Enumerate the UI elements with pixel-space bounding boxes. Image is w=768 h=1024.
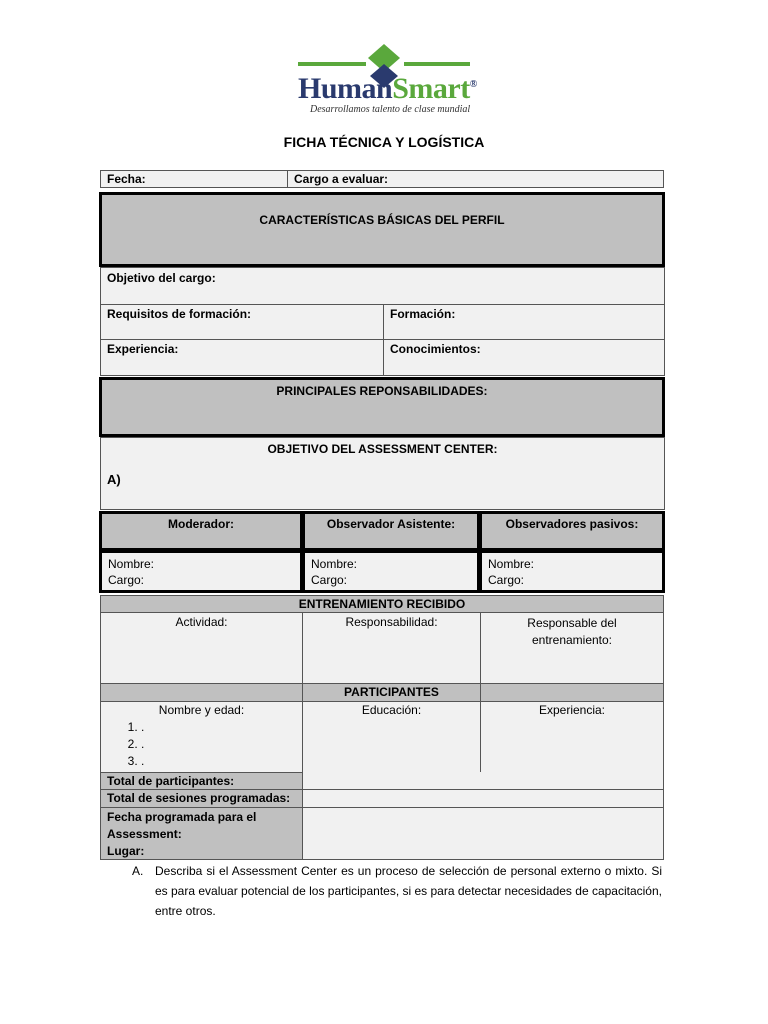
assessment-item-a: A) [107, 472, 121, 487]
formacion-field[interactable] [383, 304, 665, 340]
observador-heading: Observador Asistente: [302, 511, 480, 551]
observadores-pasivos-info[interactable] [479, 550, 665, 593]
assessment-heading: OBJETIVO DEL ASSESSMENT CENTER: [267, 442, 498, 456]
participante-item: 3. . [141, 753, 296, 770]
note-text: Describa si el Assessment Center es un proceso de selección de personal externo o mixto. Si es para evaluar potencial de los participantes, si es para detectar necesidades de capacitación, entre otros. [155, 864, 662, 918]
formacion-label: Formación: [390, 307, 456, 321]
registered-mark: ® [469, 79, 477, 90]
educacion-field[interactable] [302, 701, 481, 773]
observador-nombre-label: Nombre: [311, 557, 358, 571]
fecha-lugar-value[interactable] [302, 807, 664, 860]
assessment-objective[interactable] [100, 437, 665, 510]
conocimientos-label: Conocimientos: [390, 342, 481, 356]
experiencia-participantes-label: Experiencia: [538, 703, 606, 717]
perfil-heading: CARACTERÍSTICAS BÁSICAS DEL PERFIL [99, 192, 665, 267]
conocimientos-field[interactable] [383, 339, 665, 376]
observador-info[interactable] [302, 550, 480, 593]
responsabilidad-field[interactable] [302, 612, 481, 684]
objetivo-cargo-label: Objetivo del cargo: [107, 271, 216, 285]
fecha-field[interactable] [100, 170, 288, 188]
nombre-edad-label: Nombre y edad: [158, 703, 245, 717]
responsable-label: Responsable del entrenamiento: [527, 616, 617, 647]
lugar-label: Lugar: [107, 844, 145, 858]
participante-item: 1. . [141, 719, 296, 736]
brand-smart: Smart [392, 72, 470, 105]
participante-item: 2. . [141, 736, 296, 753]
pasivos-nombre-label: Nombre: [488, 557, 535, 571]
experiencia-field[interactable] [100, 339, 384, 376]
educacion-label: Educación: [361, 703, 422, 717]
fecha-label: Fecha: [107, 172, 146, 186]
observadores-pasivos-heading: Observadores pasivos: [479, 511, 665, 551]
responsabilidades-heading: PRINCIPALES REPONSABILIDADES: [99, 377, 665, 437]
participantes-heading-left [100, 683, 303, 702]
responsable-field[interactable] [480, 612, 664, 684]
nombre-edad-field[interactable] [100, 701, 303, 773]
moderador-nombre-label: Nombre: [108, 557, 155, 571]
participantes-heading: PARTICIPANTES [302, 683, 481, 702]
total-participantes-value[interactable] [302, 772, 664, 790]
fecha-programada-label: Fecha programada para el Assessment: [107, 810, 257, 841]
entrenamiento-heading: ENTRENAMIENTO RECIBIDO [100, 595, 664, 613]
moderador-cargo-label: Cargo: [108, 573, 145, 587]
brand-human: Human [298, 72, 393, 105]
cargo-label: Cargo a evaluar: [294, 172, 389, 186]
moderador-info[interactable] [99, 550, 303, 593]
humansmart-logo [296, 42, 477, 118]
fecha-programada-cell [100, 807, 303, 860]
participantes-heading-right [480, 683, 664, 702]
total-sesiones-value[interactable] [302, 789, 664, 808]
experiencia-participantes-field[interactable] [480, 701, 664, 773]
experiencia-label: Experiencia: [107, 342, 179, 356]
cargo-field[interactable] [287, 170, 664, 188]
requisitos-field[interactable] [100, 304, 384, 340]
pasivos-cargo-label: Cargo: [488, 573, 525, 587]
actividad-label: Actividad: [175, 615, 228, 629]
page-title: FICHA TÉCNICA Y LOGÍSTICA [283, 134, 485, 150]
note-label: A. [132, 864, 144, 878]
observador-cargo-label: Cargo: [311, 573, 348, 587]
moderador-heading: Moderador: [99, 511, 303, 551]
actividad-field[interactable] [100, 612, 303, 684]
participantes-list [125, 719, 296, 770]
objetivo-cargo-field[interactable] [100, 267, 665, 305]
total-sesiones-label: Total de sesiones programadas: [100, 789, 303, 808]
requisitos-label: Requisitos de formación: [107, 307, 252, 321]
responsabilidad-label: Responsabilidad: [345, 615, 438, 629]
total-participantes-label: Total de participantes: [100, 772, 303, 790]
logo-tagline: Desarrollamos talento de clase mundial [310, 104, 471, 115]
